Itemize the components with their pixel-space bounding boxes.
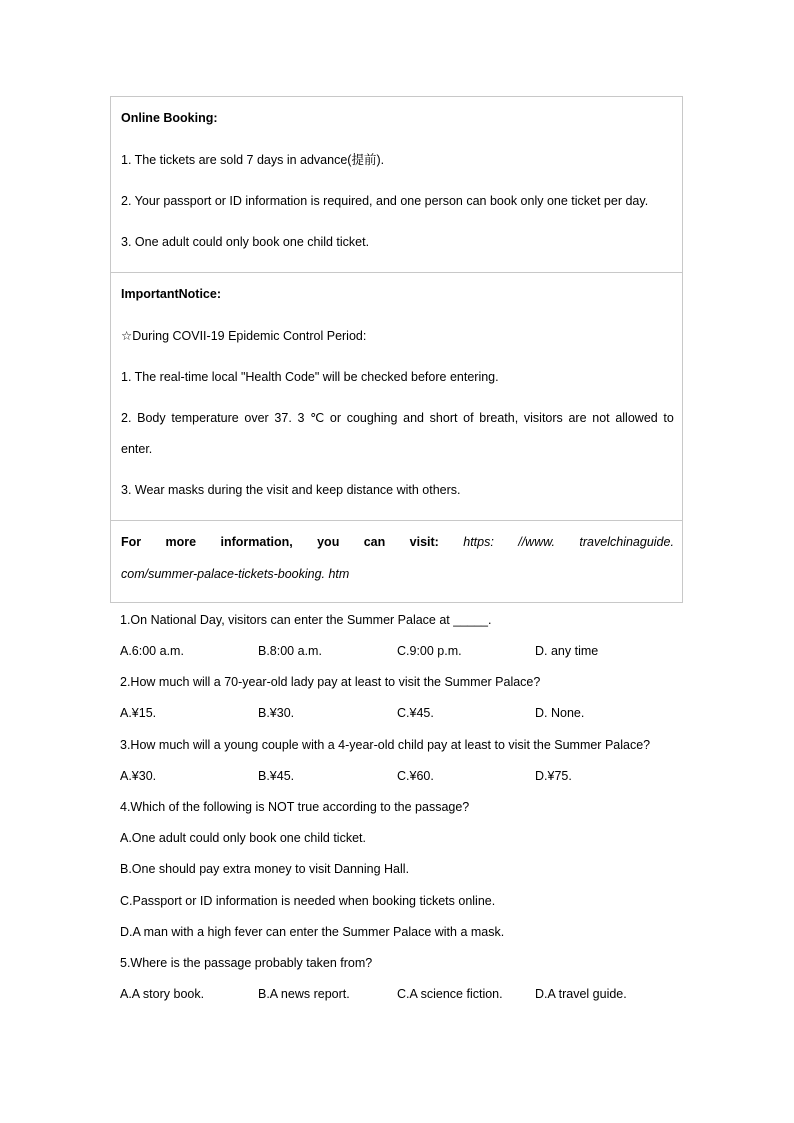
epidemic-period: ☆During COVII-19 Epidemic Control Period: [121,329,367,343]
q3-option-a: A.¥30. [120,769,157,783]
word: of [463,411,474,425]
question-5: 5.Where is the passage probably taken from? [120,956,373,970]
notice-item-3: 3. Wear masks during the visit and keep distance with others. [121,483,461,497]
word: over [244,411,269,425]
notice-table [110,96,683,603]
word: ℃ [310,411,325,425]
q5-option-a: A.A story book. [120,987,205,1001]
url-part: travelchinaguide. [579,535,674,549]
booking-item-3: 3. One adult could only book one child ticket. [121,235,370,249]
q4-option-b: B.One should pay extra money to visit Danning Hall. [120,862,410,876]
word: visit: [409,535,439,549]
word: are [568,411,587,425]
url-part: https: [463,535,494,549]
q2-option-a: A.¥15. [120,706,157,720]
word: can [363,535,386,549]
word: 37. [274,411,292,425]
word: coughing [346,411,398,425]
word: allowed [615,411,658,425]
q4-option-d: D.A man with a high fever can enter the Summer Palace with a mask. [120,925,505,939]
important-heading: ImportantNotice: [121,287,221,301]
word: and [403,411,424,425]
word: Body [137,411,166,425]
q4-option-c: C.Passport or ID information is needed when booking tickets online. [120,894,496,908]
q1-option-b: B.8:00 a.m. [258,644,322,658]
q2-option-b: B.¥30. [258,706,295,720]
word: you [317,535,340,549]
q5-option-d: D.A travel guide. [535,987,627,1001]
word: For [121,535,142,549]
word: 3 [297,411,305,425]
booking-item-1: 1. The tickets are sold 7 days in advance(提前). [121,153,385,167]
notice-item-2-line [121,410,674,426]
url-part: //www. [518,535,556,549]
info-line [121,534,674,550]
word: temperature [171,411,239,425]
q5-option-b: B.A news report. [258,987,350,1001]
notice-item-2-end: enter. [121,442,153,456]
info-url-end: com/summer-palace-tickets-booking. htm [121,567,350,581]
word: short [429,411,458,425]
word: not [592,411,610,425]
q2-option-d: D. None. [535,706,585,720]
q3-option-c: C.¥60. [397,769,434,783]
word: 2. [121,411,132,425]
question-4: 4.Which of the following is NOT true according to the passage? [120,800,470,814]
word: or [329,411,341,425]
word: visitors [523,411,563,425]
q4-option-a: A.One adult could only book one child ticket. [120,831,366,845]
section-divider [111,272,682,273]
booking-heading: Online Booking: [121,111,218,125]
q1-option-a: A.6:00 a.m. [120,644,184,658]
q5-option-c: C.A science fiction. [397,987,503,1001]
booking-item-2: 2. Your passport or ID information is required, and one person can book only one ticket per day. [121,194,649,208]
word: information, [220,535,293,549]
q3-option-d: D.¥75. [535,769,572,783]
q3-option-b: B.¥45. [258,769,295,783]
q1-option-d: D. any time [535,644,599,658]
word: more [165,535,197,549]
question-3: 3.How much will a young couple with a 4-year-old child pay at least to visit the Summer Palace? [120,738,651,752]
section-divider [111,520,682,521]
q2-option-c: C.¥45. [397,706,434,720]
word: to [663,411,674,425]
word: breath, [479,411,519,425]
q1-option-c: C.9:00 p.m. [397,644,462,658]
notice-item-1: 1. The real-time local "Health Code" will be checked before entering. [121,370,499,384]
question-2: 2.How much will a 70-year-old lady pay at least to visit the Summer Palace? [120,675,541,689]
question-1: 1.On National Day, visitors can enter the Summer Palace at _____. [120,613,492,627]
